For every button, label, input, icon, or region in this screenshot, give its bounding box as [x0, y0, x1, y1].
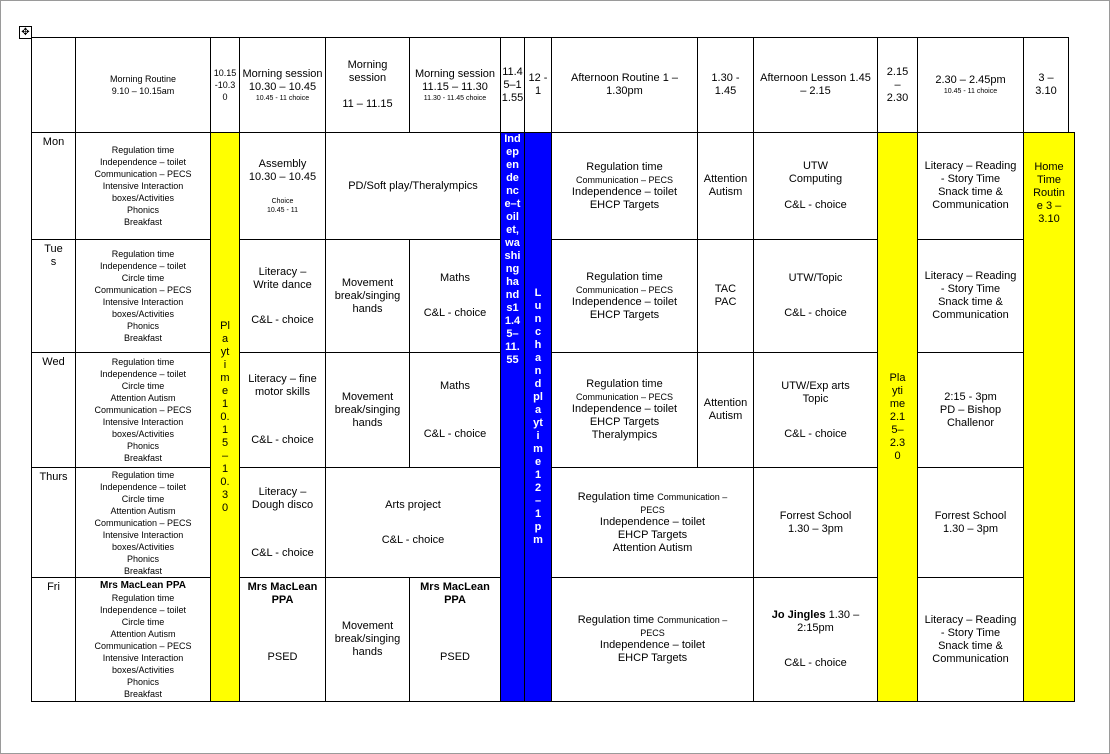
routine-line: Intensive Interaction — [102, 297, 184, 307]
header-text: 1.30 - 1.45 — [711, 72, 740, 97]
header-text: 2.30 – 2.45pm — [935, 74, 1006, 86]
day-text: Wed — [42, 356, 65, 368]
cell-text: Mrs MacLean — [420, 581, 490, 593]
header-time-215 — [877, 37, 918, 133]
cell-text: hands — [352, 416, 383, 429]
routine-line: Regulation time — [111, 592, 175, 603]
header-morning-routine — [75, 37, 211, 133]
cell-text: - Story Time — [940, 173, 1001, 185]
wed-pd-bishop — [917, 352, 1024, 468]
header-time-1015 — [210, 37, 240, 133]
wed-attention-autism — [697, 352, 754, 468]
header-text: Afternoon Lesson 1.45 – 2.15 — [760, 72, 871, 97]
day-text: Mon — [42, 136, 65, 148]
routine-line: boxes/Activities — [111, 429, 175, 439]
cell-text: UTW — [802, 160, 829, 172]
cell-text: PSED — [267, 651, 298, 663]
cell-text: Write dance — [253, 278, 312, 291]
cell-text: Attention — [703, 397, 748, 409]
routine-line: Regulation time — [111, 357, 175, 367]
cell-text: Literacy – Reading — [924, 270, 1017, 282]
routine-line: Circle time — [121, 381, 165, 391]
header-morning-session-3 — [409, 37, 501, 133]
routine-heading: Mrs MacLean PPA — [100, 579, 186, 591]
tue-maths — [409, 239, 501, 353]
routine-line: Attention Autism — [110, 628, 176, 639]
header-text: 2.15 — [886, 65, 909, 78]
fri-jo-jingles — [753, 577, 878, 702]
lunch-text: Lunchandplaytime12–1pm — [533, 287, 543, 546]
header-text: – — [894, 78, 901, 91]
header-note: 10.45 - 11 choice — [255, 94, 310, 102]
cell-text: Communication – PECS — [575, 392, 674, 402]
cell-text: Arts project — [385, 498, 441, 511]
cell-text: EHCP Targets — [589, 198, 660, 211]
cell-text: Snack time & — [938, 186, 1003, 198]
routine-line: Circle time — [121, 616, 165, 627]
cell-text: Maths — [440, 379, 470, 392]
home-time-column — [1023, 132, 1075, 702]
cell-text: C&L - choice — [784, 427, 847, 440]
cell-text: Topic — [802, 392, 829, 405]
header-time-3 — [1023, 37, 1069, 133]
day-text: Fri — [47, 581, 60, 593]
header-afternoon-routine — [551, 37, 698, 133]
corner-cell — [31, 37, 76, 133]
wed-movement-break — [325, 352, 410, 468]
header-text: 10.30 – 10.45 — [248, 80, 317, 93]
routine-line: boxes/Activities — [111, 541, 175, 552]
routine-line: Intensive Interaction — [102, 181, 184, 191]
header-morning-session-1 — [239, 37, 326, 133]
routine-line: Phonics — [126, 676, 160, 687]
header-text: Morning session — [347, 59, 388, 84]
cell-text: Communication – PECS — [575, 284, 674, 295]
routine-line: Circle time — [121, 493, 165, 504]
wed-afternoon-routine — [551, 352, 698, 468]
header-text: Afternoon Routine 1 – 1.30pm — [570, 72, 679, 97]
header-text: 11.45–11.55 — [501, 65, 524, 104]
cell-text: PD/Soft play/Theralympics — [348, 179, 478, 192]
cell-text: Snack time & — [938, 639, 1003, 652]
fri-movement-break — [325, 577, 410, 702]
cell-text: Forrest School — [934, 509, 1007, 522]
cell-text: Assembly — [258, 157, 307, 170]
cell-text: break/singing — [334, 403, 401, 416]
cell-text: PECS — [640, 504, 665, 515]
cell-text: Regulation time — [577, 614, 655, 626]
routine-line: Communication – PECS — [94, 169, 192, 179]
independence-washing-hands-column — [500, 132, 525, 702]
cell-text: Literacy – — [258, 485, 307, 498]
header-text: Morning Routine — [109, 74, 177, 84]
cell-note: Choice — [271, 197, 294, 205]
header-afternoon-lesson — [753, 37, 878, 133]
cell-text: Autism — [708, 186, 743, 198]
routine-line: Breakfast — [123, 688, 163, 699]
fri-mrs-maclean-ppa — [239, 577, 326, 702]
thu-arts-project — [325, 467, 501, 578]
cell-text: Literacy – fine — [248, 373, 317, 385]
day-label-fri — [31, 577, 76, 702]
header-text: 9.10 – 10.15am — [111, 86, 175, 96]
cell-text: Independence – toilet — [571, 403, 678, 415]
routine-line: Breakfast — [123, 565, 163, 576]
thu-literacy — [239, 467, 326, 578]
header-text: 3.10 — [1035, 85, 1057, 97]
routine-line: Intensive Interaction — [102, 417, 184, 427]
cell-text: Communication – — [657, 615, 728, 625]
cell-text: Attention — [703, 173, 748, 185]
cell-text: EHCP Targets — [589, 416, 660, 428]
tue-literacy-reading — [917, 239, 1024, 353]
routine-wed — [75, 352, 211, 468]
day-text: Tues — [44, 243, 63, 268]
header-time-1145 — [500, 37, 525, 133]
cell-text: Regulation time — [586, 378, 663, 390]
routine-tue — [75, 239, 211, 353]
cell-text: Independence – toilet — [571, 185, 678, 198]
mon-attention-autism — [697, 132, 754, 240]
routine-line: Regulation time — [111, 145, 175, 155]
routine-line: boxes/Activities — [111, 193, 175, 203]
routine-line: Regulation time — [111, 469, 175, 480]
cell-text: PD – Bishop — [939, 403, 1002, 416]
cell-text: C&L - choice — [784, 657, 847, 669]
cell-text: Independence – toilet — [599, 515, 706, 528]
cell-text: PAC — [714, 296, 737, 308]
cell-text: EHCP Targets — [589, 308, 660, 321]
routine-line: Independence – toilet — [99, 604, 187, 615]
cell-text: Communication – — [657, 491, 728, 502]
lunch-playtime-column — [524, 132, 552, 702]
cell-text: Communication — [932, 652, 1009, 665]
cell-text: Independence – toilet — [599, 639, 706, 651]
header-text: Morning session — [242, 67, 323, 80]
header-text: 3 – — [1038, 72, 1054, 84]
header-text: 11.15 – 11.30 — [422, 80, 488, 93]
routine-line: Regulation time — [111, 249, 175, 259]
cell-text: Autism — [708, 410, 743, 422]
routine-line: boxes/Activities — [111, 664, 175, 675]
cell-text: hands — [352, 302, 383, 315]
cell-text: PECS — [640, 628, 665, 638]
cell-text: Regulation time — [577, 490, 655, 503]
cell-text: Snack time & — [938, 296, 1003, 308]
header-text: 12 - 1 — [528, 72, 548, 97]
tue-afternoon-routine — [551, 239, 698, 353]
cell-text: Mrs MacLean — [247, 581, 318, 593]
cell-text: PPA — [271, 594, 294, 606]
day-label-tue — [31, 239, 76, 353]
cell-text: Literacy – — [258, 265, 307, 278]
cell-text: Computing — [788, 173, 843, 185]
routine-line: Independence – toilet — [99, 481, 187, 492]
wed-afternoon-lesson — [753, 352, 878, 468]
routine-line: Intensive Interaction — [102, 529, 184, 540]
header-note: 10.45 - 11 choice — [943, 88, 998, 95]
routine-thu — [75, 467, 211, 578]
morning-playtime-column — [210, 132, 240, 702]
routine-line: Phonics — [126, 441, 160, 451]
header-text: 11 – 11.15 — [342, 98, 393, 110]
header-text: 2.30 — [886, 91, 909, 104]
cell-text: C&L - choice — [251, 313, 314, 326]
cell-text: Literacy – Reading — [924, 613, 1017, 626]
cell-text: Maths — [440, 272, 470, 284]
cell-text: break/singing — [334, 633, 401, 645]
header-time-230 — [917, 37, 1024, 133]
cell-text: C&L - choice — [423, 307, 487, 319]
cell-text: PPA — [444, 594, 466, 606]
thu-forrest-school — [753, 467, 878, 578]
mon-afternoon-routine — [551, 132, 698, 240]
fri-mrs-maclean-ppa-2 — [409, 577, 501, 702]
routine-mon — [75, 132, 211, 240]
cell-text: Regulation time — [586, 160, 663, 173]
cell-text: EHCP Targets — [617, 652, 688, 664]
cell-text: Jo Jingles — [771, 609, 826, 621]
cell-text: - Story Time — [940, 626, 1001, 639]
cell-text: 2:15pm — [797, 622, 834, 634]
table-move-handle-icon[interactable]: ✥ — [19, 26, 32, 39]
independence-text: Independence–toilet,washinghands11.45–11.55 — [504, 133, 521, 366]
header-text: 10.15-10.30 — [213, 68, 237, 102]
cell-text: Dough disco — [251, 498, 314, 511]
cell-text: Literacy – Reading — [924, 160, 1017, 172]
routine-fri — [75, 577, 211, 702]
mon-pd-soft-play — [325, 132, 501, 240]
cell-text: TAC — [714, 283, 737, 295]
routine-line: Attention Autism — [110, 393, 176, 403]
mon-assembly — [239, 132, 326, 240]
routine-line: Breakfast — [123, 333, 163, 343]
cell-text: Communication — [932, 309, 1009, 321]
routine-line: Communication – PECS — [94, 640, 192, 651]
header-time-12 — [524, 37, 552, 133]
thu-afternoon-routine — [551, 467, 754, 578]
wed-maths — [409, 352, 501, 468]
cell-text: EHCP Targets — [617, 528, 688, 541]
routine-line: Intensive Interaction — [102, 652, 184, 663]
cell-text: C&L - choice — [381, 533, 445, 546]
cell-text: break/singing — [334, 289, 401, 302]
routine-line: Breakfast — [123, 453, 163, 463]
cell-text: 1.30 – — [828, 609, 860, 621]
header-text: Morning session — [414, 67, 496, 80]
routine-line: Phonics — [126, 321, 160, 331]
day-label-mon — [31, 132, 76, 240]
cell-text: 2:15 - 3pm — [944, 390, 997, 403]
routine-line: Phonics — [126, 553, 160, 564]
cell-text: Theralympics — [591, 429, 658, 441]
cell-text: 1.30 – 3pm — [787, 522, 844, 535]
routine-line: Independence – toilet — [99, 157, 187, 167]
header-morning-session-2 — [325, 37, 410, 133]
cell-text: UTW/Topic — [788, 272, 843, 284]
wed-literacy — [239, 352, 326, 468]
cell-text: Regulation time — [586, 270, 663, 283]
routine-line: Communication – PECS — [94, 405, 192, 415]
tue-afternoon-lesson — [753, 239, 878, 353]
cell-text: Attention Autism — [612, 541, 693, 554]
routine-line: Breakfast — [123, 217, 163, 227]
home-time-text: Home Time Routine 3 – 3.10 — [1033, 161, 1065, 225]
cell-text: Movement — [341, 620, 394, 632]
mon-literacy-reading — [917, 132, 1024, 240]
cell-text: UTW/Exp arts — [781, 379, 850, 392]
routine-line: Phonics — [126, 205, 160, 215]
routine-line: Circle time — [121, 273, 165, 283]
cell-text: Movement — [341, 276, 394, 289]
cell-text: 1.30 – 3pm — [942, 522, 999, 535]
routine-line: Attention Autism — [110, 505, 176, 516]
morning-playtime-text: Playtime10.15–10.30 — [220, 319, 230, 514]
thu-forrest-school-2 — [917, 467, 1024, 578]
cell-text: Movement — [341, 390, 394, 403]
routine-line: Independence – toilet — [99, 369, 187, 379]
fri-literacy-reading — [917, 577, 1024, 702]
routine-line: Independence – toilet — [99, 261, 187, 271]
header-note: 11.30 - 11.45 choice — [423, 94, 487, 102]
routine-line: Communication – PECS — [94, 517, 192, 528]
day-label-thu — [31, 467, 76, 578]
tue-literacy — [239, 239, 326, 353]
cell-text: Communication — [932, 199, 1009, 211]
afternoon-playtime-column — [877, 132, 918, 702]
cell-text: Challenor — [946, 416, 995, 429]
cell-text: motor skills — [254, 386, 310, 398]
cell-text: Forrest School — [779, 509, 852, 522]
cell-text: C&L - choice — [423, 427, 487, 440]
day-label-wed — [31, 352, 76, 468]
cell-text: C&L - choice — [784, 307, 847, 319]
cell-text: Independence – toilet — [571, 295, 678, 308]
mon-afternoon-lesson — [753, 132, 878, 240]
cell-text: Communication – PECS — [575, 174, 674, 185]
tue-movement-break — [325, 239, 410, 353]
fri-afternoon-routine — [551, 577, 754, 702]
header-time-130 — [697, 37, 754, 133]
cell-text: C&L - choice — [784, 199, 847, 211]
cell-text: hands — [352, 646, 383, 658]
cell-text: C&L - choice — [251, 434, 314, 446]
routine-line: boxes/Activities — [111, 309, 175, 319]
day-text: Thurs — [39, 471, 68, 483]
cell-note: 10.45 - 11 — [266, 206, 298, 214]
cell-text: C&L - choice — [251, 546, 314, 559]
cell-text: PSED — [440, 651, 470, 663]
afternoon-playtime-text: Playtime2.15–2.30 — [889, 371, 906, 462]
cell-text: 10.30 – 10.45 — [248, 170, 317, 183]
cell-text: - Story Time — [940, 283, 1001, 295]
tue-tac-pac — [697, 239, 754, 353]
routine-line: Communication – PECS — [94, 285, 192, 295]
